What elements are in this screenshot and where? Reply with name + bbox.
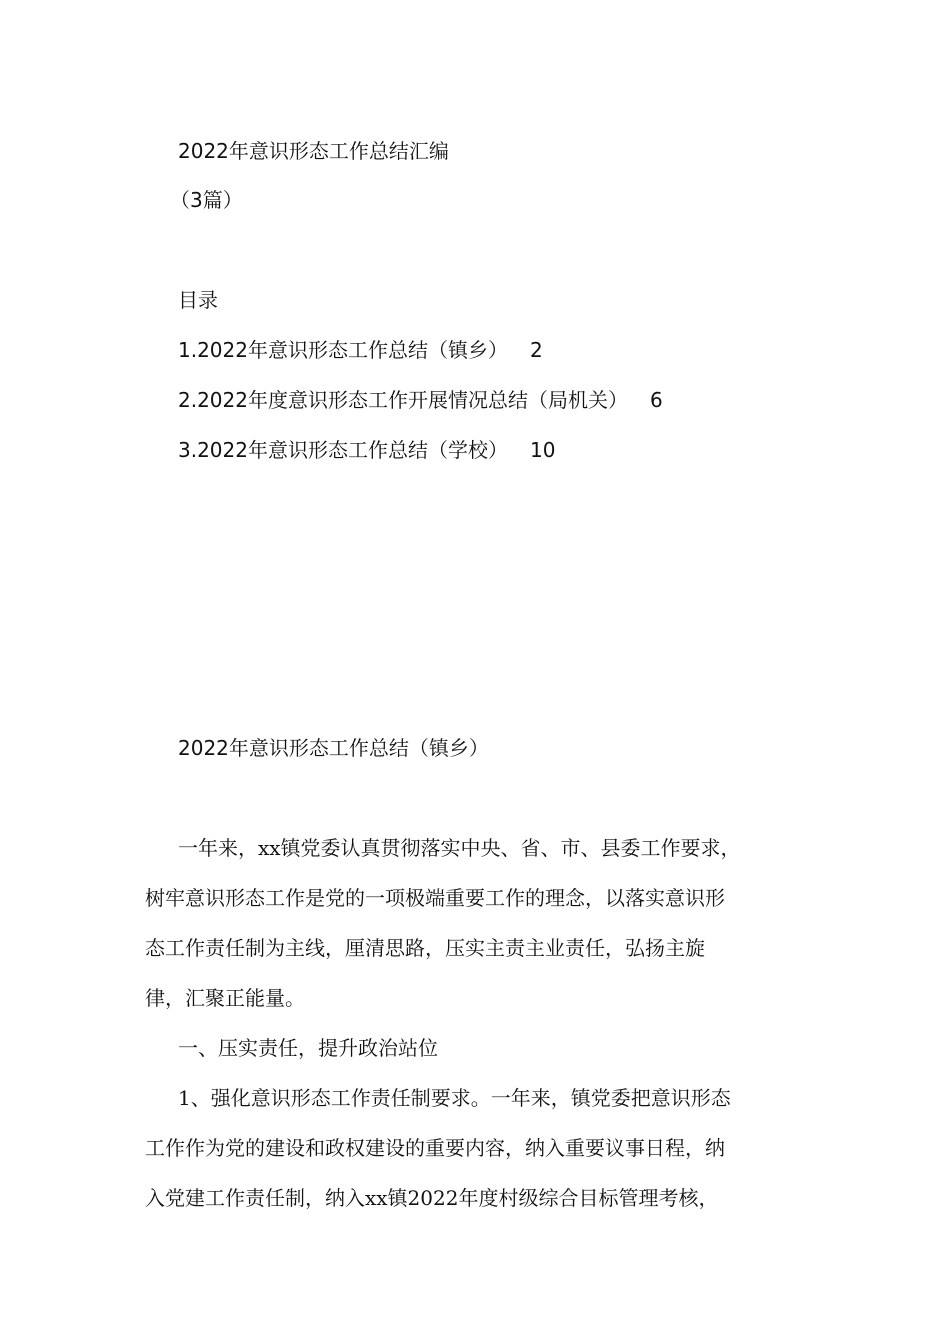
body-line: 态工作责任制为主线，厘清思路，压实主责主业责任，弘扬主旋 [145,936,705,960]
body-line: 树牢意识形态工作是党的一项极端重要工作的理念，以落实意识形 [145,886,725,910]
toc-item-label: 3.2022年意识形态工作总结（学校） [178,438,508,462]
section-title: 2022年意识形态工作总结（镇乡） [178,736,489,760]
toc-item-page: 10 [529,438,556,462]
section-heading: 一、压实责任，提升政治站位 [178,1036,438,1060]
document-title: 2022年意识形态工作总结汇编 [178,139,449,163]
toc-heading: 目录 [178,288,218,312]
toc-item-page: 6 [649,388,663,412]
document-subtitle: （3篇） [170,188,243,212]
body-line: 律，汇聚正能量。 [145,986,305,1010]
toc-item-3[interactable] [178,436,555,464]
body-line: 一年来，xx镇党委认真贯彻落实中央、省、市、县委工作要求， [178,836,741,860]
body-line: 工作作为党的建设和政权建设的重要内容，纳入重要议事日程，纳 [145,1136,725,1160]
toc-item-label: 1.2022年意识形态工作总结（镇乡） [178,338,508,362]
toc-item-1[interactable] [178,336,543,364]
body-line: 1、强化意识形态工作责任制要求。一年来，镇党委把意识形态 [178,1086,731,1110]
toc-item-page: 2 [529,338,543,362]
toc-item-label: 2.2022年度意识形态工作开展情况总结（局机关） [178,388,628,412]
body-line: 入党建工作责任制，纳入xx镇2022年度村级综合目标管理考核， [145,1186,719,1210]
toc-item-2[interactable] [178,386,663,414]
